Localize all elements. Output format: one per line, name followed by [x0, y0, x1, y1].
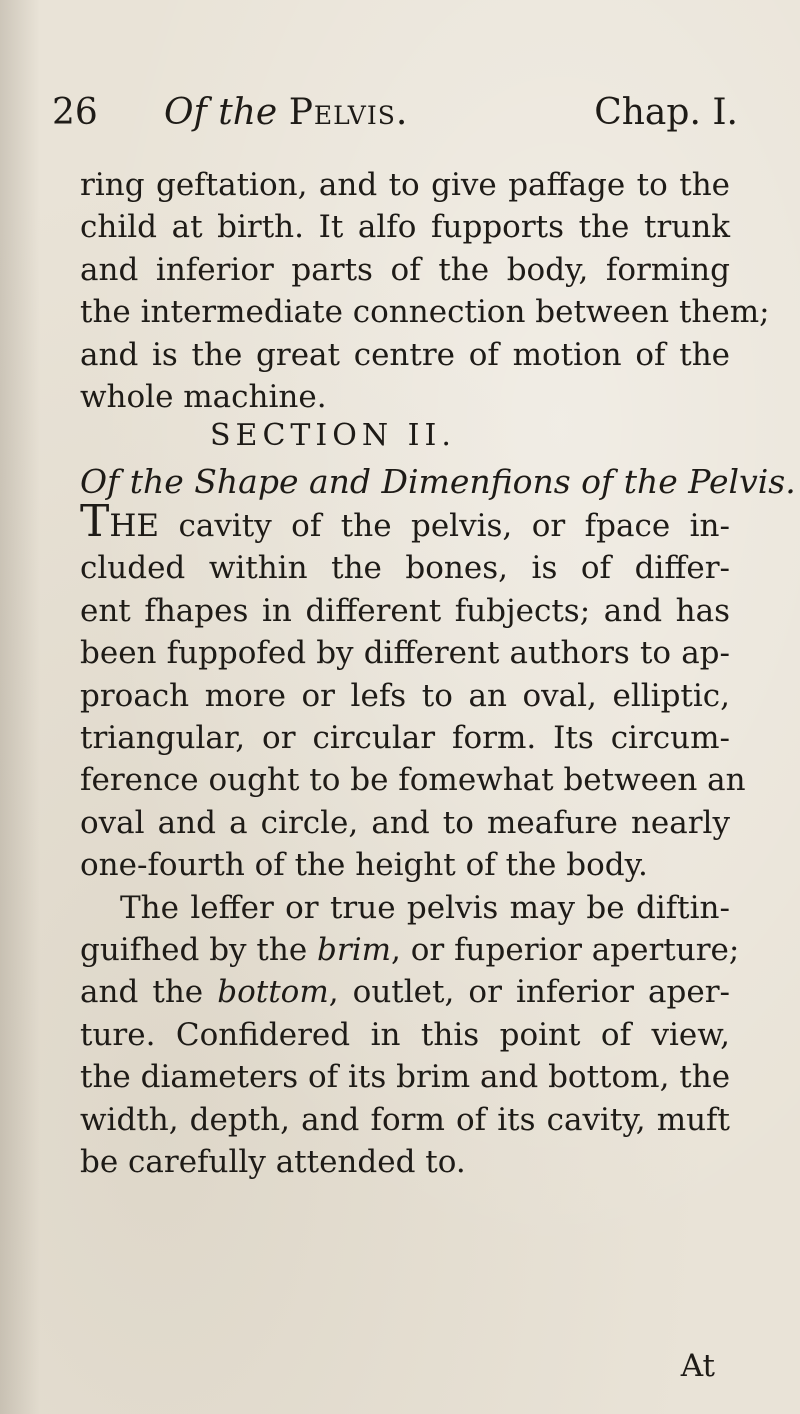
text-line: ture. Confidered in this point of view, — [80, 1016, 730, 1053]
chapter-label: Chap. I. — [594, 92, 738, 133]
paragraph-2 — [80, 496, 746, 1184]
section-heading: SECTION II. — [210, 418, 456, 453]
page-header — [52, 92, 760, 142]
text-line: the intermediate connection between them; — [80, 294, 770, 331]
text-line: proach more or lefs to an oval, elliptic, — [80, 677, 730, 714]
text-line: whole machine. — [80, 379, 327, 416]
term-bottom: bottom — [217, 974, 329, 1011]
text-line-first — [80, 496, 730, 547]
text-line: and is the great centre of motion of the — [80, 336, 730, 373]
text-run: guifhed by the — [80, 932, 308, 969]
term-brim: brim — [317, 932, 392, 969]
text-line: child at birth. It alfo fupports the trunk — [80, 209, 730, 246]
running-title — [164, 92, 408, 133]
text-run: , or fuperior aperture; — [391, 932, 740, 969]
text-line: width, depth, and form of its cavity, muft — [80, 1101, 730, 1138]
text-line: the diameters of its brim and bottom, the — [80, 1059, 731, 1096]
page-number: 26 — [52, 92, 98, 133]
paragraph-1 — [80, 164, 770, 418]
text-line: and inferior parts of the body, forming — [80, 251, 730, 288]
section-subtitle: Of the Shape and Dimenfions of the Pelvis. — [80, 462, 796, 501]
drop-cap: T — [80, 496, 110, 547]
running-title-subject: Pelvis. — [288, 92, 409, 133]
text-line: been fuppofed by different authors to ap- — [80, 635, 730, 672]
text-line: triangular, or circular form. Its circum- — [80, 720, 730, 757]
first-line-rest: cavity of the pelvis, or fpace in- — [178, 508, 730, 544]
text-run: and the — [80, 974, 204, 1011]
text-line: ent fhapes in different fubjects; and has — [80, 592, 730, 629]
text-line: be carefully attended to. — [80, 1144, 466, 1181]
text-line: ference ought to be fomewhat between an — [80, 762, 746, 799]
text-line: one-fourth of the height of the body. — [80, 847, 648, 884]
text-line: cluded within the bones, is of differ- — [80, 550, 730, 587]
text-line: oval and a circle, and to meafure nearly — [80, 804, 730, 841]
text-run: , outlet, or inferior aper- — [328, 974, 730, 1011]
catchword: At — [680, 1348, 715, 1384]
running-title-prefix: Of the — [164, 92, 278, 133]
gutter-shadow — [0, 0, 40, 1414]
initial-caps: HE — [109, 508, 160, 544]
text-line-brim — [80, 929, 740, 971]
text-line: ring geftation, and to give paffage to the — [80, 167, 730, 203]
text-line-bottom — [80, 971, 730, 1013]
text-line: The leffer or true pelvis may be diftin- — [120, 889, 730, 926]
